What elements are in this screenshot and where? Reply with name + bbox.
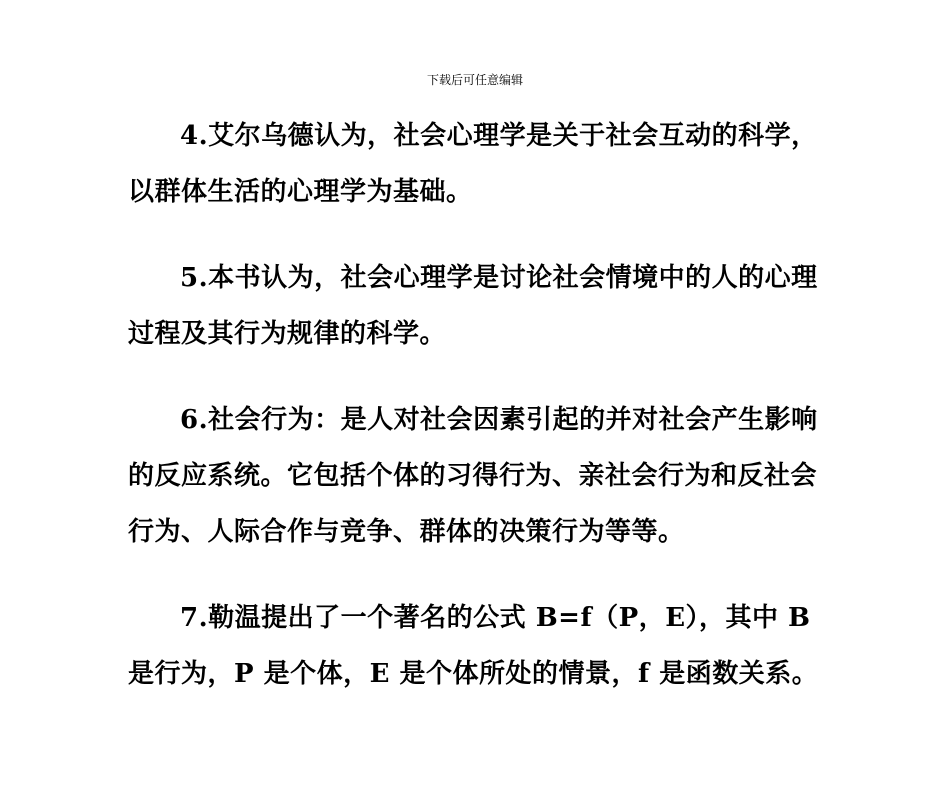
paragraph-5: 5.本书认为，社会心理学是讨论社会情境中的人的心理过程及其行为规律的科学。: [128, 263, 818, 349]
paragraph-4: 4.艾尔乌德认为，社会心理学是关于社会互动的科学，以群体生活的心理学为基础。: [128, 121, 818, 207]
document-body: [128, 108, 828, 732]
page-header: 下载后可任意编辑: [426, 73, 523, 87]
paragraph-7: 7.勒温提出了一个著名的公式 B=f（P，E），其中 B 是行为，P 是个体，E 是个体所处的情景，f 是函数关系。: [128, 603, 819, 689]
paragraph-6: 6.社会行为：是人对社会因素引起的并对社会产生影响的反应系统。它包括个体的习得行为、亲社会行为和反社会行为、人际合作与竞争、群体的决策行为等等。: [128, 405, 818, 547]
